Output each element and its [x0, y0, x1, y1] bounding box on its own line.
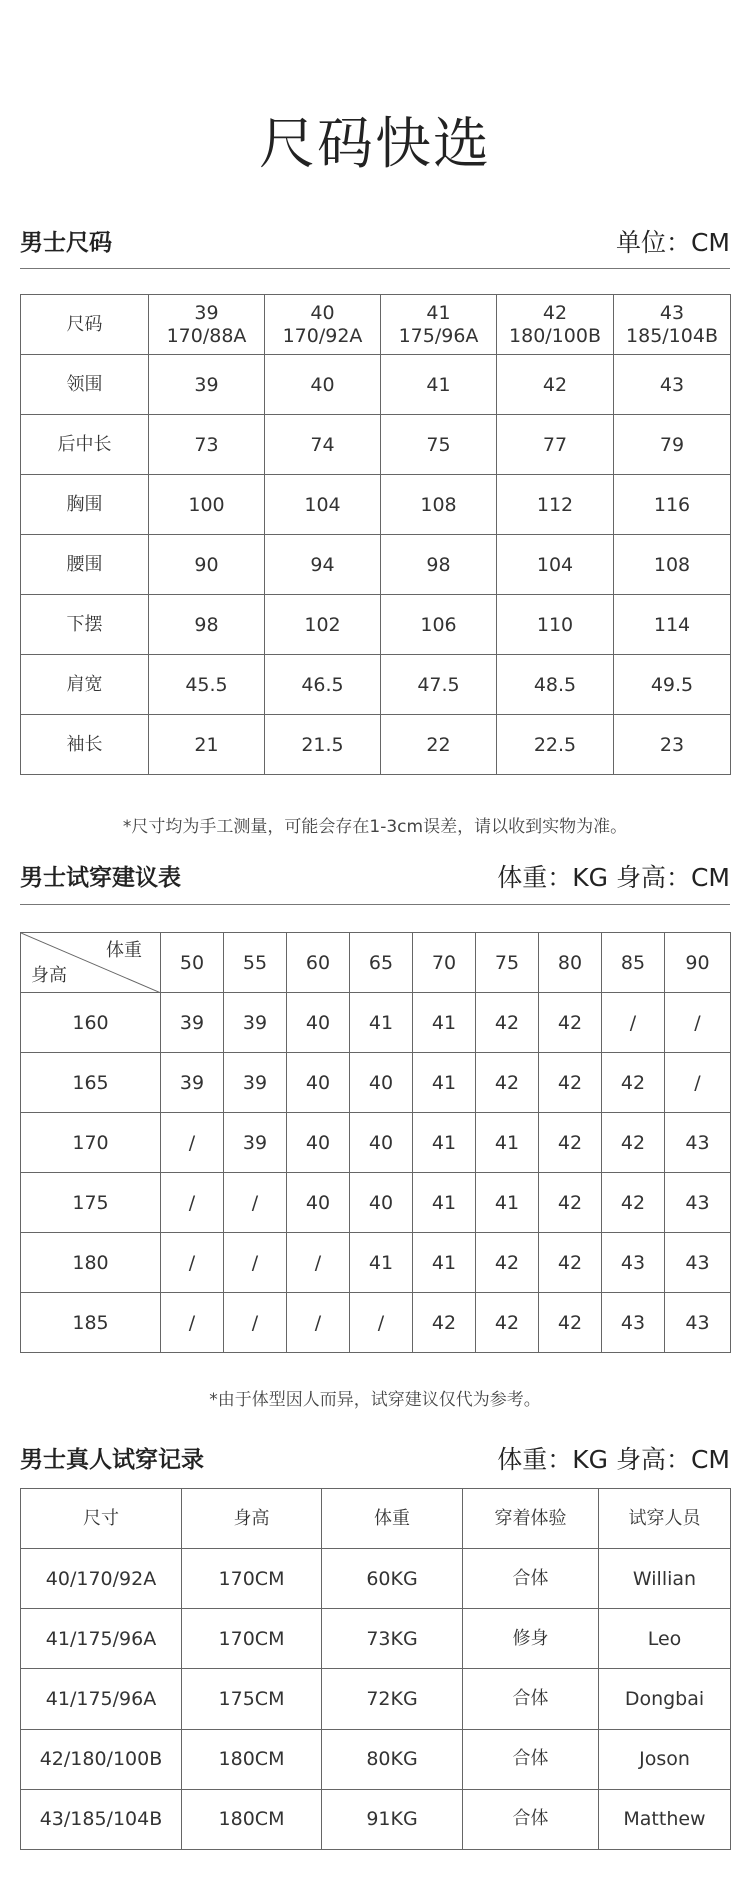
table-cell: 39 [224, 1113, 287, 1173]
table-cell: 100 [149, 475, 265, 535]
record-table-title: 男士真人试穿记录 [20, 1447, 204, 1473]
weight-header: 65 [350, 933, 413, 993]
table-cell: 40 [287, 1113, 350, 1173]
table-row [21, 1729, 731, 1789]
table-cell: 91KG [322, 1789, 463, 1849]
table-cell: 40 [287, 1053, 350, 1113]
table-cell: 21 [149, 715, 265, 775]
table-cell: / [224, 1173, 287, 1233]
table-cell: 170CM [182, 1549, 322, 1609]
table-cell: 42/180/100B [21, 1729, 182, 1789]
table-row [21, 1669, 731, 1729]
table-cell: 41 [381, 355, 497, 415]
table-cell: 42 [539, 1113, 602, 1173]
table-cell: 21.5 [265, 715, 381, 775]
table-cell: 39 [224, 1053, 287, 1113]
weight-header: 85 [602, 933, 665, 993]
table-cell: 77 [497, 415, 614, 475]
column-header: 尺寸 [21, 1489, 182, 1549]
row-label: 肩宽 [21, 655, 149, 715]
table-cell: / [224, 1293, 287, 1353]
table-cell: 72KG [322, 1669, 463, 1729]
fit-table-unit: 体重：KG 身高：CM [497, 863, 730, 892]
weight-header: 60 [287, 933, 350, 993]
row-label: 领围 [21, 355, 149, 415]
table-cell: 42 [539, 1233, 602, 1293]
table-cell: 39 [149, 355, 265, 415]
table-cell: 40 [350, 1053, 413, 1113]
table-cell: 43 [665, 1233, 731, 1293]
table-cell: 42 [539, 1293, 602, 1353]
size-column-header [149, 295, 265, 355]
table-cell: 23 [614, 715, 731, 775]
height-label: 165 [21, 1053, 161, 1113]
table-cell: 41 [350, 1233, 413, 1293]
table-cell: Joson [599, 1729, 731, 1789]
table-cell: 40 [287, 1173, 350, 1233]
page-title: 尺码快选 [259, 112, 491, 177]
table-cell: 98 [149, 595, 265, 655]
table-cell: 104 [265, 475, 381, 535]
table-cell: 42 [539, 993, 602, 1053]
size-spec: 180/100B [509, 324, 601, 347]
record-table [20, 1488, 731, 1850]
table-cell: 43 [614, 355, 731, 415]
size-number: 41 [426, 301, 451, 324]
table-cell: / [665, 1053, 731, 1113]
height-label: 160 [21, 993, 161, 1053]
weight-header: 75 [476, 933, 539, 993]
table-cell: 39 [161, 993, 224, 1053]
size-number: 39 [194, 301, 219, 324]
table-row [21, 715, 731, 775]
table-cell: 43 [665, 1293, 731, 1353]
weight-header: 70 [413, 933, 476, 993]
table-cell: 39 [161, 1053, 224, 1113]
table-cell: 110 [497, 595, 614, 655]
table-cell: 112 [497, 475, 614, 535]
table-cell: 175CM [182, 1669, 322, 1729]
table-cell: / [161, 1293, 224, 1353]
size-spec: 175/96A [398, 324, 479, 347]
table-cell: / [161, 1173, 224, 1233]
table-cell: 47.5 [381, 655, 497, 715]
size-number: 43 [659, 301, 685, 324]
table-cell: Willian [599, 1549, 731, 1609]
table-cell: 40 [350, 1173, 413, 1233]
size-table-unit: 单位：CM [615, 228, 730, 257]
table-row [21, 1609, 731, 1669]
table-cell: 42 [602, 1113, 665, 1173]
row-label: 下摆 [21, 595, 149, 655]
table-cell: 180CM [182, 1729, 322, 1789]
table-cell: 94 [265, 535, 381, 595]
size-spec: 185/104B [626, 324, 718, 347]
table-cell: 42 [413, 1293, 476, 1353]
table-cell: 41 [413, 1173, 476, 1233]
table-row [21, 1173, 731, 1233]
table-cell: 46.5 [265, 655, 381, 715]
table-cell: 22.5 [497, 715, 614, 775]
table-cell: 40 [265, 355, 381, 415]
table-cell: 74 [265, 415, 381, 475]
height-label: 170 [21, 1113, 161, 1173]
table-cell: 41/175/96A [21, 1669, 182, 1729]
fit-table-header-row [21, 933, 731, 993]
table-cell: 114 [614, 595, 731, 655]
table-cell: 108 [614, 535, 731, 595]
table-cell: 104 [497, 535, 614, 595]
table-cell: 41 [413, 1233, 476, 1293]
table-cell: Dongbai [599, 1669, 731, 1729]
size-column-header [381, 295, 497, 355]
table-cell: 42 [476, 993, 539, 1053]
record-table-header-row [21, 1489, 731, 1549]
size-spec: 170/88A [166, 324, 247, 347]
table-cell: 43 [602, 1233, 665, 1293]
size-number: 42 [542, 301, 568, 324]
column-header: 穿着体验 [463, 1489, 599, 1549]
table-cell: 75 [381, 415, 497, 475]
table-cell: 45.5 [149, 655, 265, 715]
size-column-header [497, 295, 614, 355]
table-cell: 170CM [182, 1609, 322, 1669]
corner-weight-label: 体重 [106, 940, 142, 961]
table-cell: 合体 [463, 1729, 599, 1789]
table-row [21, 1293, 731, 1353]
table-cell: 98 [381, 535, 497, 595]
table-cell: 22 [381, 715, 497, 775]
table-cell: / [350, 1293, 413, 1353]
table-row [21, 475, 731, 535]
size-column-header [265, 295, 381, 355]
size-spec: 170/92A [282, 324, 363, 347]
table-row [21, 1789, 731, 1849]
size-table-header-row [21, 295, 731, 355]
column-header: 体重 [322, 1489, 463, 1549]
table-cell: 60KG [322, 1549, 463, 1609]
table-row [21, 655, 731, 715]
table-cell: 40 [350, 1113, 413, 1173]
height-label: 185 [21, 1293, 161, 1353]
table-cell: / [287, 1293, 350, 1353]
table-row [21, 355, 731, 415]
table-row [21, 993, 731, 1053]
table-cell: 41 [476, 1173, 539, 1233]
table-cell: 39 [224, 993, 287, 1053]
fit-table-corner [21, 933, 161, 993]
fit-table [20, 932, 731, 1353]
table-cell: 修身 [463, 1609, 599, 1669]
size-table-divider [20, 268, 730, 269]
table-cell: 合体 [463, 1669, 599, 1729]
table-cell: 116 [614, 475, 731, 535]
table-row [21, 1113, 731, 1173]
table-cell: 42 [539, 1173, 602, 1233]
table-cell: 90 [149, 535, 265, 595]
table-cell: 41/175/96A [21, 1609, 182, 1669]
fit-table-divider [20, 904, 730, 905]
table-cell: 合体 [463, 1549, 599, 1609]
weight-header: 90 [665, 933, 731, 993]
table-cell: 43 [602, 1293, 665, 1353]
table-cell: 42 [539, 1053, 602, 1113]
table-cell: 42 [602, 1173, 665, 1233]
row-label: 后中长 [21, 415, 149, 475]
record-table-unit: 体重：KG 身高：CM [497, 1445, 730, 1474]
size-table [20, 294, 731, 775]
height-label: 180 [21, 1233, 161, 1293]
table-cell: 42 [497, 355, 614, 415]
size-column-header [614, 295, 731, 355]
table-cell: 108 [381, 475, 497, 535]
table-cell: / [161, 1233, 224, 1293]
table-cell: 106 [381, 595, 497, 655]
table-cell: / [602, 993, 665, 1053]
table-cell: 42 [476, 1233, 539, 1293]
table-cell: 40 [287, 993, 350, 1053]
table-cell: 41 [413, 1053, 476, 1113]
table-cell: 42 [476, 1053, 539, 1113]
table-cell: 43 [665, 1173, 731, 1233]
table-row [21, 1053, 731, 1113]
table-row [21, 595, 731, 655]
row-label: 腰围 [21, 535, 149, 595]
table-cell: 42 [476, 1293, 539, 1353]
table-cell: 41 [413, 993, 476, 1053]
table-cell: 41 [413, 1113, 476, 1173]
table-cell: 73KG [322, 1609, 463, 1669]
size-table-title: 男士尺码 [20, 230, 112, 256]
table-cell: 48.5 [497, 655, 614, 715]
table-cell: / [224, 1233, 287, 1293]
table-cell: 43 [665, 1113, 731, 1173]
table-row [21, 1233, 731, 1293]
table-cell: 102 [265, 595, 381, 655]
table-cell: 79 [614, 415, 731, 475]
size-table-note: *尺寸均为手工测量，可能会存在1-3cm误差，请以收到实物为准。 [122, 817, 628, 837]
column-header: 试穿人员 [599, 1489, 731, 1549]
table-row [21, 1549, 731, 1609]
table-cell: 42 [602, 1053, 665, 1113]
weight-header: 55 [224, 933, 287, 993]
row-label: 袖长 [21, 715, 149, 775]
table-cell: / [665, 993, 731, 1053]
table-row [21, 415, 731, 475]
table-cell: 73 [149, 415, 265, 475]
table-cell: 43/185/104B [21, 1789, 182, 1849]
table-cell: / [161, 1113, 224, 1173]
column-header: 身高 [182, 1489, 322, 1549]
table-cell: 合体 [463, 1789, 599, 1849]
table-cell: 40/170/92A [21, 1549, 182, 1609]
table-cell: / [287, 1233, 350, 1293]
weight-header: 50 [161, 933, 224, 993]
table-cell: 41 [476, 1113, 539, 1173]
size-number: 40 [310, 301, 335, 324]
table-row [21, 535, 731, 595]
fit-table-note: *由于体型因人而异，试穿建议仅代为参考。 [209, 1390, 541, 1410]
table-cell: 49.5 [614, 655, 731, 715]
weight-header: 80 [539, 933, 602, 993]
table-cell: Matthew [599, 1789, 731, 1849]
fit-table-title: 男士试穿建议表 [20, 865, 181, 891]
table-cell: 80KG [322, 1729, 463, 1789]
row-label: 胸围 [21, 475, 149, 535]
corner-height-label: 身高 [31, 965, 67, 986]
table-cell: 180CM [182, 1789, 322, 1849]
table-cell: 41 [350, 993, 413, 1053]
table-cell: Leo [599, 1609, 731, 1669]
height-label: 175 [21, 1173, 161, 1233]
size-table-corner: 尺码 [21, 295, 149, 355]
